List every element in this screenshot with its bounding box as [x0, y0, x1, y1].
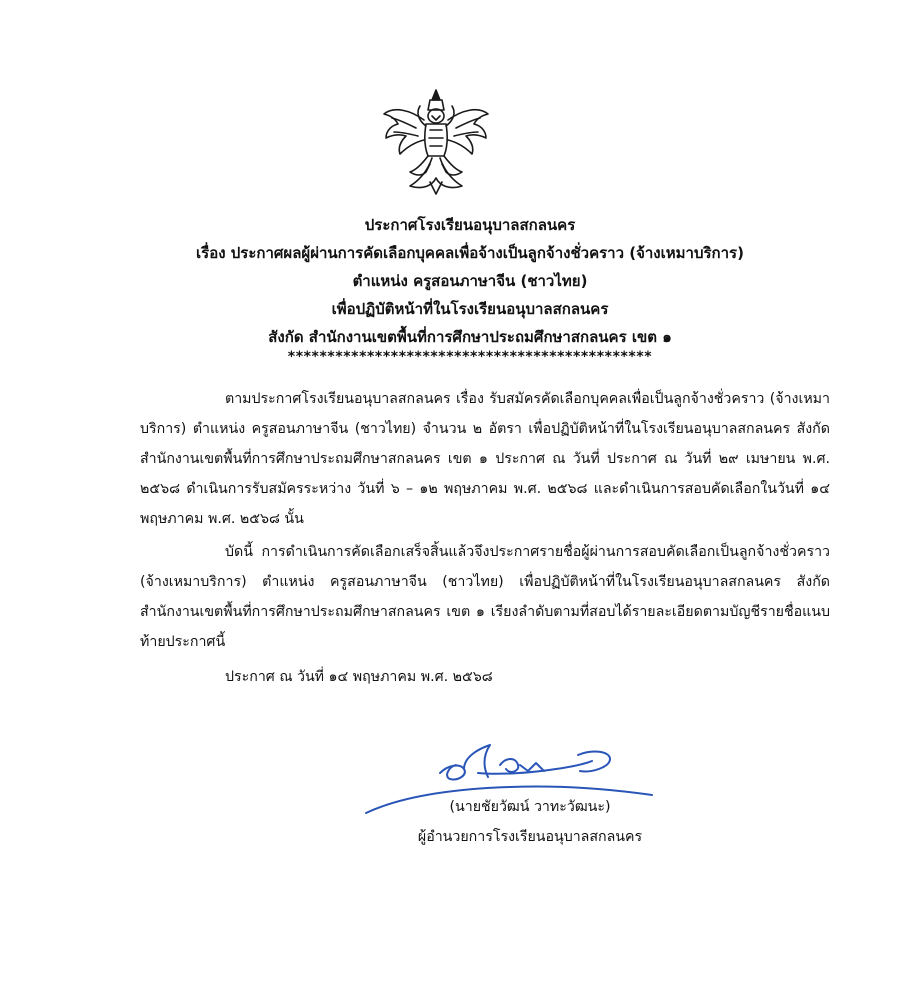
paragraph-reference: ตามประกาศโรงเรียนอนุบาลสกลนคร เรื่อง รับสมัครคัดเลือกบุคคลเพื่อเป็นลูกจ้างชั่วคราว (จ้างเหมาบริการ) ตำแหน่ง ครูสอนภาษาจีน (ชาวไทย) จำนวน ๒ อัตรา เพื่อปฏิบัติหน้าที่ในโรงเรียนอนุบาลสกลนคร สังกัด สำนักงานเขตพื้นที่การศึกษาประถมศึกษาสกลนคร เขต ๑ ประกาศ ณ วันที่ ประกาศ ณ วันที่ ๒๙ เมษายน พ.ศ. ๒๕๖๘ ดำเนินการรับสมัครระหว่าง วันที่ ๖ – ๑๒ พฤษภาคม พ.ศ. ๒๕๖๘ และดำเนินการสอบคัดเลือกในวันที่ ๑๔ พฤษภาคม พ.ศ. ๒๕๖๘ นั้น: [140, 391, 830, 527]
announcement-subject: เรื่อง ประกาศผลผู้ผ่านการคัดเลือกบุคคลเพื่อจ้างเป็นลูกจ้างชั่วคราว (จ้างเหมาบริการ): [196, 244, 744, 262]
announcement-title: ประกาศโรงเรียนอนุบาลสกลนคร: [364, 216, 576, 234]
duty-line: เพื่อปฏิบัติหน้าที่ในโรงเรียนอนุบาลสกลนคร: [331, 300, 609, 318]
paragraph-result: บัดนี้ การดำเนินการคัดเลือกเสร็จสิ้นแล้วจึงประกาศรายชื่อผู้ผ่านการสอบคัดเลือกเป็นลูกจ้างชั่วคราว (จ้างเหมาบริการ) ตำแหน่ง ครูสอนภาษาจีน (ชาวไทย) เพื่อปฏิบัติหน้าที่ในโรงเรียนอนุบาลสกลนคร สังกัด สำนักงานเขตพื้นที่การศึกษาประถมศึกษาสกลนคร เขต ๑ เรียงลำดับตามที่สอบได้รายละเอียดตามบัญชีรายชื่อแนบท้ายประกาศนี้: [140, 544, 830, 650]
announcement-date: ประกาศ ณ วันที่ ๑๔ พฤษภาคม พ.ศ. ๒๕๖๘: [225, 669, 493, 685]
affiliation-line: สังกัด สำนักงานเขตพื้นที่การศึกษาประถมศึกษาสกลนคร เขต ๑: [268, 328, 672, 346]
separator-stars: **********************************************: [287, 349, 653, 365]
signer-position: ผู้อำนวยการโรงเรียนอนุบาลสกลนคร: [417, 829, 643, 845]
position-title: ตำแหน่ง ครูสอนภาษาจีน (ชาวไทย): [352, 272, 588, 290]
signer-name: (นายชัยวัฒน์ วาทะวัฒนะ): [449, 799, 611, 815]
garuda-emblem-icon: [380, 86, 492, 198]
